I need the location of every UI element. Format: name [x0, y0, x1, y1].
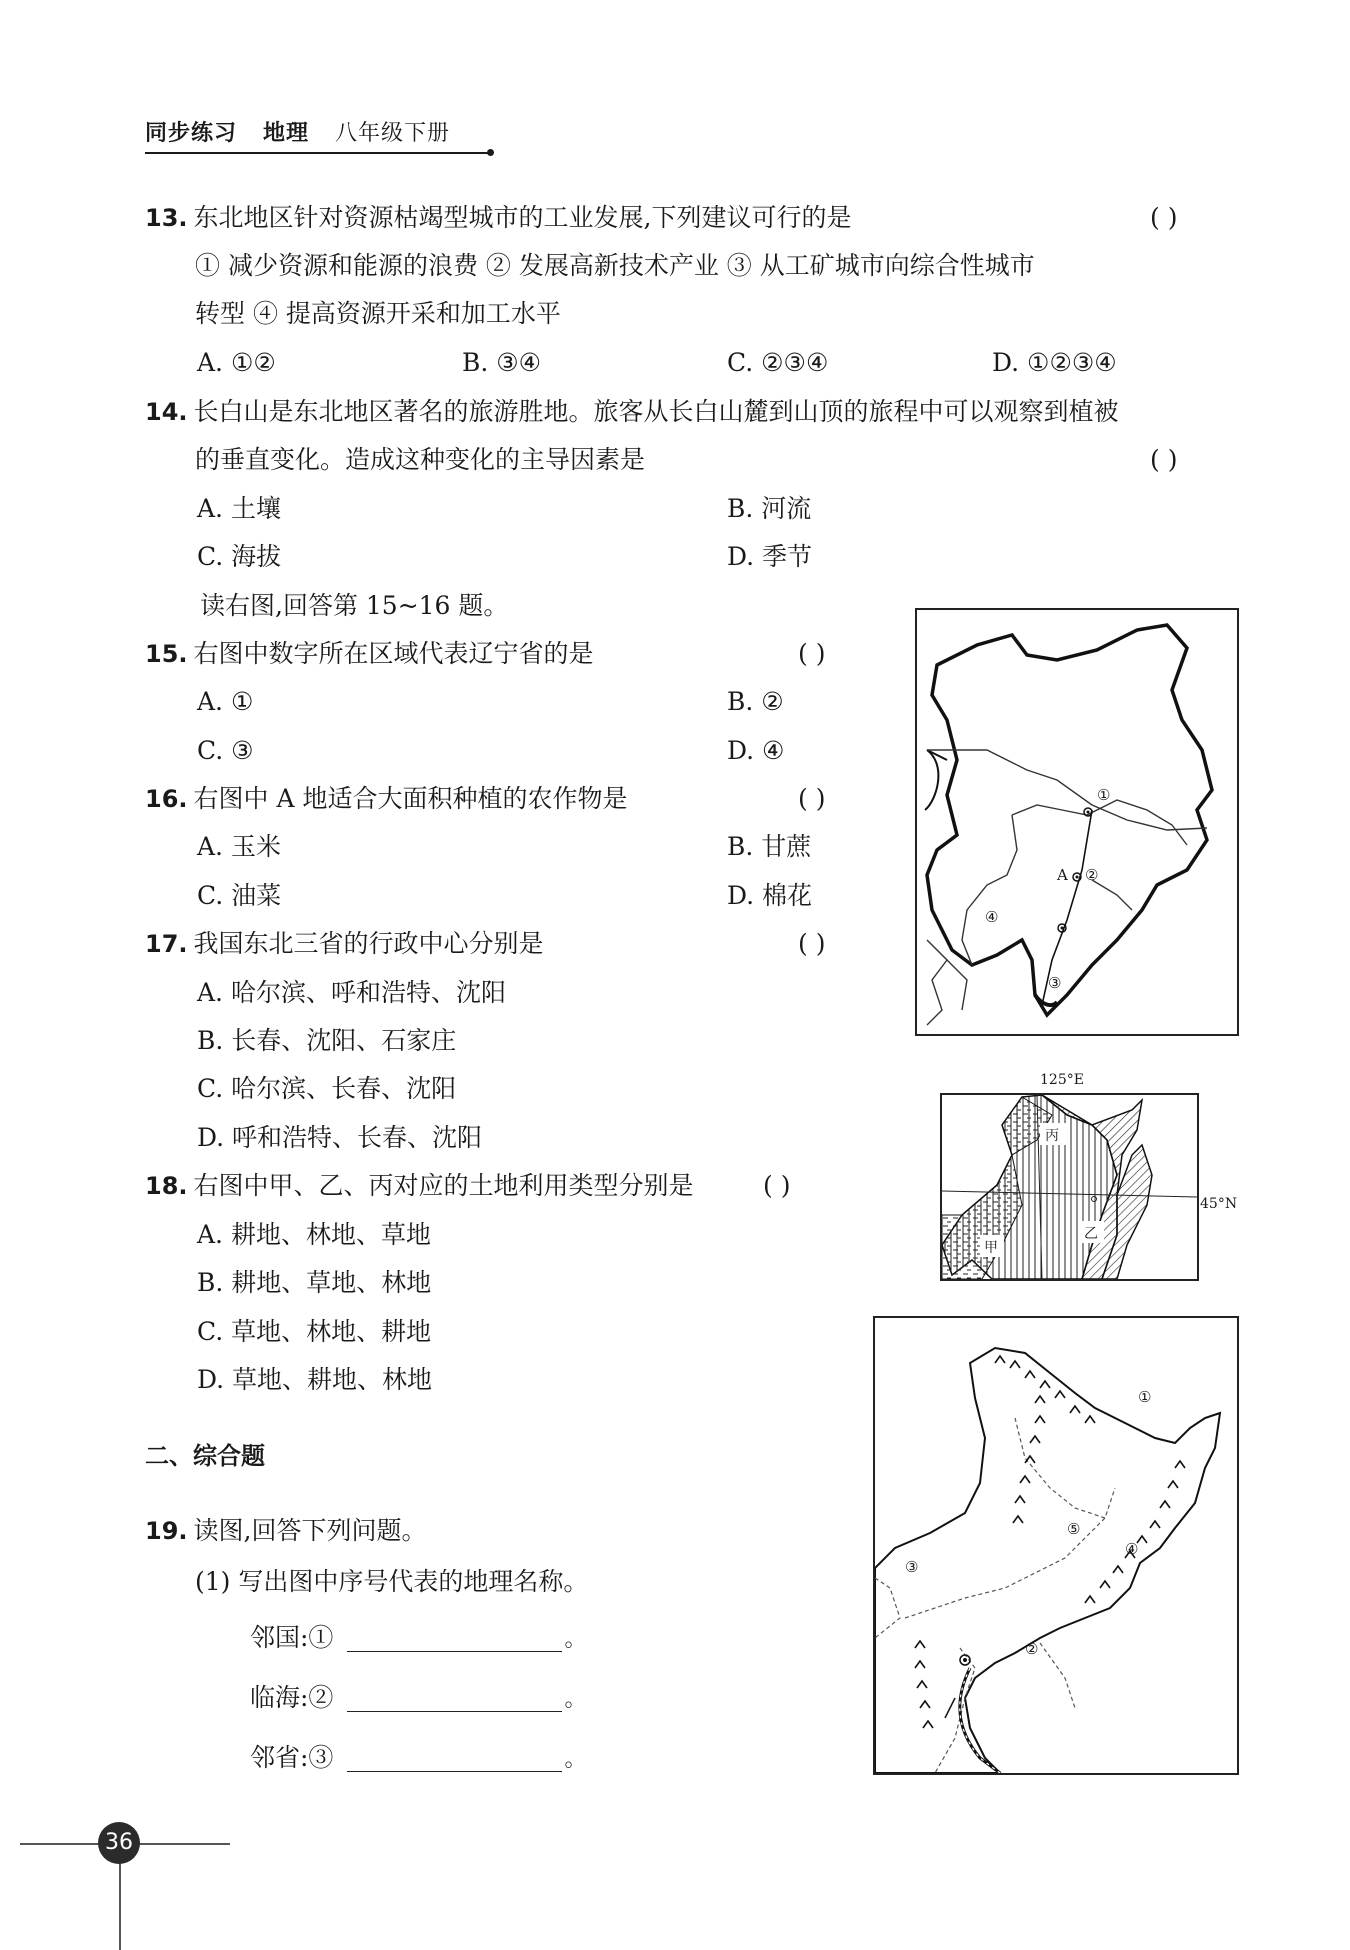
- header-rule: [145, 152, 490, 154]
- q16-stem-line: [145, 783, 627, 815]
- q19-field-neighbor-country: [250, 1622, 586, 1656]
- header-title-b: 地理: [263, 121, 310, 146]
- q18-stem-line: [145, 1170, 694, 1202]
- q17-number: 17.: [145, 930, 188, 958]
- map1-label-4: ④: [985, 908, 999, 926]
- q13-options-line: ① 减少资源和能源的浪费 ② 发展高新技术产业 ③ 从工矿城市向综合性城市: [195, 251, 1035, 280]
- map1-label-2: ②: [1085, 866, 1099, 884]
- q16-choice-c[interactable]: C. 油菜: [197, 881, 282, 910]
- q17-choice-d[interactable]: D. 呼和浩特、长春、沈阳: [197, 1123, 483, 1152]
- q14-stem-line: [145, 396, 1119, 428]
- q16-number: 16.: [145, 785, 188, 813]
- q15-stem-line: [145, 638, 594, 670]
- q15-number: 15.: [145, 640, 188, 668]
- q16-stem: 右图中 A 地适合大面积种植的农作物是: [193, 784, 628, 813]
- q14-stem-line-2: 的垂直变化。造成这种变化的主导因素是: [195, 445, 646, 474]
- map2-label-jia: 甲: [984, 1240, 998, 1256]
- q14-choice-d[interactable]: D. 季节: [727, 542, 813, 571]
- q19-number: 19.: [145, 1517, 188, 1545]
- map-land-use: [940, 1093, 1199, 1281]
- q19-field3-blank[interactable]: [347, 1745, 562, 1772]
- map2-longitude-label: 125°E: [1040, 1072, 1084, 1088]
- q15-choice-d[interactable]: D. ④: [727, 736, 785, 765]
- q19-field3-label: 邻省:③: [250, 1743, 334, 1772]
- header-title-c: 八年级下册: [335, 121, 451, 146]
- q19-field1-blank[interactable]: [347, 1625, 562, 1652]
- q19-stem: 读图,回答下列问题。: [193, 1516, 427, 1545]
- map3-label-4: ④: [1125, 1540, 1139, 1558]
- q13-stem-line: [145, 202, 851, 234]
- map1-label-1: ①: [1097, 786, 1111, 804]
- header-rule-dot: [487, 149, 494, 156]
- q19-field1-label: 邻国:①: [250, 1623, 334, 1652]
- q15-choice-a[interactable]: A. ①: [197, 687, 254, 716]
- q13-options-line-2: 转型 ④ 提高资源开采和加工水平: [195, 299, 561, 328]
- q13-choice-d[interactable]: D. ①②③④: [992, 348, 1117, 377]
- map-northeast-terrain: [873, 1316, 1239, 1775]
- q17-choice-a[interactable]: A. 哈尔滨、呼和浩特、沈阳: [197, 978, 506, 1007]
- q18-answer-bracket[interactable]: ( ): [763, 1171, 791, 1200]
- q13-choice-a[interactable]: A. ①②: [197, 348, 276, 377]
- q17-choice-c[interactable]: C. 哈尔滨、长春、沈阳: [197, 1074, 457, 1103]
- q19-field2-end: 。: [564, 1687, 587, 1712]
- q14-number: 14.: [145, 398, 188, 426]
- map3-label-3: ③: [905, 1558, 919, 1576]
- map1-label-a: A: [1057, 866, 1068, 884]
- map3-label-5: ⑤: [1067, 1520, 1081, 1538]
- map2-label-bing: 丙: [1045, 1128, 1059, 1144]
- q19-field1-end: 。: [564, 1627, 587, 1652]
- intro-15-16: 读右图,回答第 15~16 题。: [200, 591, 509, 620]
- q18-number: 18.: [145, 1172, 188, 1200]
- q19-field2-label: 临海:②: [250, 1683, 334, 1712]
- q19-stem-line: [145, 1515, 426, 1547]
- page-number: 36: [98, 1822, 140, 1864]
- map2-latitude-label: 45°N: [1200, 1196, 1238, 1212]
- q14-stem: 长白山是东北地区著名的旅游胜地。旅客从长白山麓到山顶的旅程中可以观察到植被: [193, 397, 1119, 426]
- q17-answer-bracket[interactable]: ( ): [798, 929, 826, 958]
- q16-choice-d[interactable]: D. 棉花: [727, 881, 813, 910]
- q17-choice-b[interactable]: B. 长春、沈阳、石家庄: [197, 1026, 457, 1055]
- q13-answer-bracket[interactable]: ( ): [1150, 203, 1178, 232]
- q15-choice-c[interactable]: C. ③: [197, 736, 254, 765]
- q17-stem-line: [145, 928, 544, 960]
- header-title-a: 同步练习: [145, 121, 238, 146]
- q19-sub1: (1) 写出图中序号代表的地理名称。: [195, 1567, 589, 1596]
- q18-stem: 右图中甲、乙、丙对应的土地利用类型分别是: [193, 1171, 694, 1200]
- q16-choice-a[interactable]: A. 玉米: [197, 832, 281, 861]
- map3-label-2: ②: [1025, 1640, 1039, 1658]
- q15-stem: 右图中数字所在区域代表辽宁省的是: [193, 639, 594, 668]
- running-header: [145, 116, 450, 147]
- q14-choice-c[interactable]: C. 海拔: [197, 542, 282, 571]
- map3-label-1: ①: [1138, 1388, 1152, 1406]
- q14-answer-bracket[interactable]: ( ): [1150, 445, 1178, 474]
- q14-choice-a[interactable]: A. 土壤: [197, 494, 281, 523]
- q19-field-adjacent-sea: [250, 1682, 586, 1716]
- q15-choice-b[interactable]: B. ②: [727, 687, 784, 716]
- section-heading: 二、综合题: [145, 1442, 265, 1470]
- map1-drawing: [917, 610, 1237, 1034]
- q18-choice-b[interactable]: B. 耕地、草地、林地: [197, 1268, 432, 1297]
- page-number-rule-vertical: [119, 1860, 121, 1950]
- map1-label-3: ③: [1048, 974, 1062, 992]
- q13-choice-c[interactable]: C. ②③④: [727, 348, 829, 377]
- q13-choice-b[interactable]: B. ③④: [462, 348, 542, 377]
- q18-choice-d[interactable]: D. 草地、耕地、林地: [197, 1365, 433, 1394]
- q19-field3-end: 。: [564, 1747, 587, 1772]
- map-northeast-provinces: [915, 608, 1239, 1036]
- map2-drawing: [942, 1095, 1197, 1279]
- q16-choice-b[interactable]: B. 甘蔗: [727, 832, 812, 861]
- q18-choice-c[interactable]: C. 草地、林地、耕地: [197, 1317, 432, 1346]
- q13-number: 13.: [145, 204, 188, 232]
- q13-stem: 东北地区针对资源枯竭型城市的工业发展,下列建议可行的是: [193, 203, 852, 232]
- q17-stem: 我国东北三省的行政中心分别是: [193, 929, 544, 958]
- q14-choice-b[interactable]: B. 河流: [727, 494, 812, 523]
- q18-choice-a[interactable]: A. 耕地、林地、草地: [197, 1220, 431, 1249]
- map3-drawing: [875, 1318, 1237, 1773]
- map2-label-yi: 乙: [1084, 1226, 1098, 1242]
- q15-answer-bracket[interactable]: ( ): [798, 639, 826, 668]
- q16-answer-bracket[interactable]: ( ): [798, 784, 826, 813]
- q19-field2-blank[interactable]: [347, 1685, 562, 1712]
- q19-field-adjacent-province: [250, 1742, 586, 1776]
